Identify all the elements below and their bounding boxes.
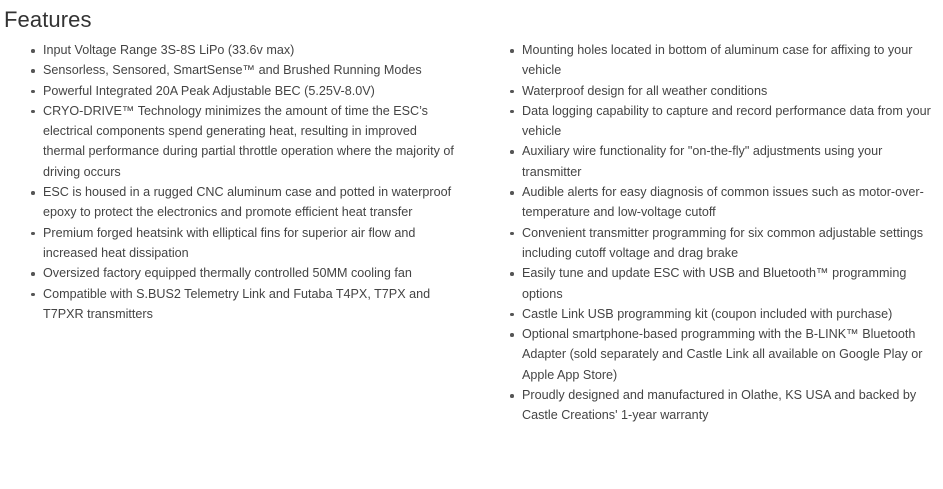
list-item: Mounting holes located in bottom of aluminum case for affixing to your vehicle bbox=[507, 40, 937, 81]
feature-list-right bbox=[507, 40, 937, 426]
list-item: Powerful Integrated 20A Peak Adjustable BEC (5.25V-8.0V) bbox=[28, 81, 458, 101]
list-item: Data logging capability to capture and record performance data from your vehicle bbox=[507, 101, 937, 142]
list-item: Auxiliary wire functionality for "on-the-fly" adjustments using your transmitter bbox=[507, 141, 937, 182]
list-item: Waterproof design for all weather conditions bbox=[507, 81, 937, 101]
list-item: Oversized factory equipped thermally controlled 50MM cooling fan bbox=[28, 263, 458, 283]
list-item: Proudly designed and manufactured in Olathe, KS USA and backed by Castle Creations' 1-year warranty bbox=[507, 385, 937, 426]
list-item: Convenient transmitter programming for six common adjustable settings including cutoff voltage and drag brake bbox=[507, 223, 937, 264]
list-item: CRYO-DRIVE™ Technology minimizes the amount of time the ESC’s electrical components spend generating heat, resulting in improved thermal performance during partial throttle operation where the majority of driving occurs bbox=[28, 101, 458, 182]
list-item: Sensorless, Sensored, SmartSense™ and Brushed Running Modes bbox=[28, 60, 458, 80]
list-item: Premium forged heatsink with elliptical fins for superior air flow and increased heat dissipation bbox=[28, 223, 458, 264]
list-item: ESC is housed in a rugged CNC aluminum case and potted in waterproof epoxy to protect the electronics and promote efficient heat transfer bbox=[28, 182, 458, 223]
list-item: Castle Link USB programming kit (coupon included with purchase) bbox=[507, 304, 937, 324]
list-item: Easily tune and update ESC with USB and Bluetooth™ programming options bbox=[507, 263, 937, 304]
section-title: Features bbox=[4, 7, 92, 32]
feature-list-left bbox=[28, 40, 458, 324]
list-item: Optional smartphone-based programming with the B-LINK™ Bluetooth Adapter (sold separately and Castle Link all available on Google Play or Apple App Store) bbox=[507, 324, 937, 385]
list-item: Audible alerts for easy diagnosis of common issues such as motor-over-temperature and low-voltage cutoff bbox=[507, 182, 937, 223]
list-item: Compatible with S.BUS2 Telemetry Link and Futaba T4PX, T7PX and T7PXR transmitters bbox=[28, 284, 458, 325]
list-item: Input Voltage Range 3S-8S LiPo (33.6v max) bbox=[28, 40, 458, 60]
